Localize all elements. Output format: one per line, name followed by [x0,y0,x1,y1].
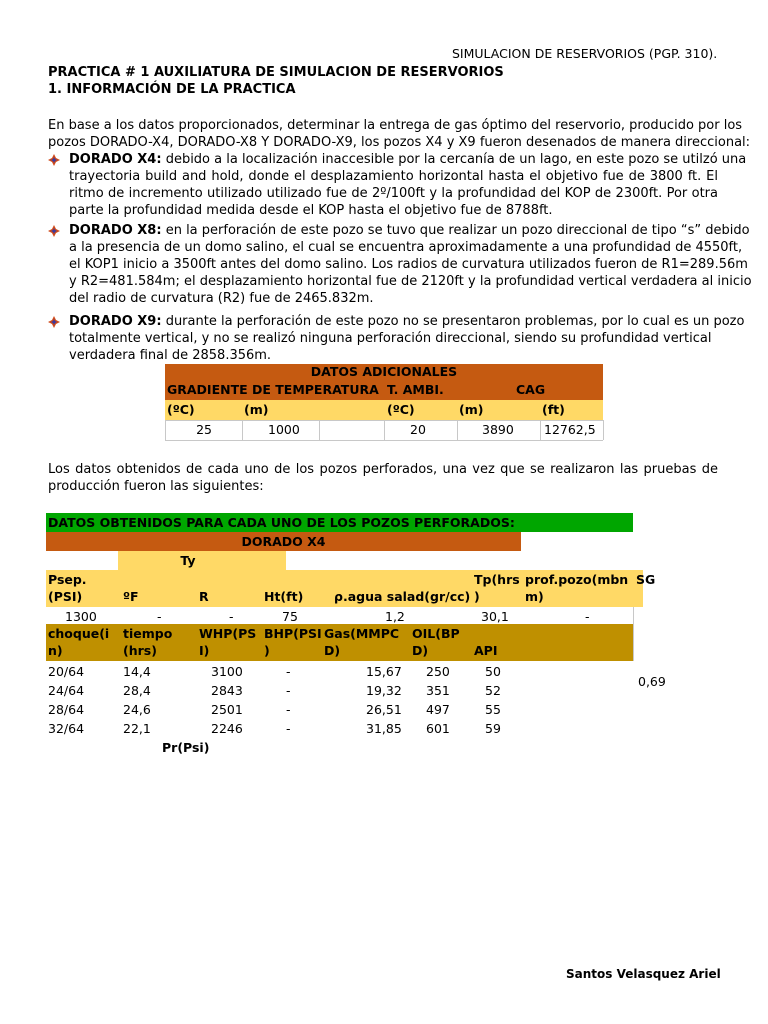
hdr-tp: Tp(hrs [474,572,520,587]
value-cag-ft: 12762,5 [544,422,596,437]
bullet-x4-label: DORADO X4: [69,152,162,167]
production-title: DATOS OBTENIDOS PARA CADA UNO DE LOS POZOS PERFORADOS: [48,515,515,530]
r1-f: - [157,609,162,624]
row-api: 50 [485,664,501,679]
row-choque: 32/64 [48,721,85,736]
datos-adicionales-units-row [165,400,603,420]
hdr-prof-2: m) [525,589,544,604]
arrow-bullet-icon [48,225,60,237]
group-gradiente: GRADIENTE DE TEMPERATURA [167,382,379,397]
row-oil: 250 [426,664,450,679]
row-whp: 2843 [211,683,243,698]
row-api: 52 [485,683,501,698]
bullet-x8-line-5: del radio de curvatura (R2) fue de 2465.832m. [69,291,374,306]
r1-psep: 1300 [65,609,97,624]
pr-label: Pr(Psi) [162,740,210,755]
row-whp: 3100 [211,664,243,679]
document-title: PRACTICA # 1 AUXILIATURA DE SIMULACION DE RESERVORIOS [48,65,504,80]
unit-cag-ft: (ft) [542,402,565,417]
bullet-x8-line-1: DORADO X8: en la perforación de este pozo se tuvo que realizar un pozo direccional de tipo “s” debido [69,223,750,238]
bullet-x4-line-3: ritmo de incremento utilizado utilizado fue de 2º/100ft y la profundidad del KOP de 2300ft. Por otra [69,186,718,201]
r1-rho: 1,2 [385,609,405,624]
bullet-x9-line-3: verdadera final de 2858.356m. [69,348,272,363]
bullet-x4-line-1: DORADO X4: debido a la localización inaccesible por la cercanía de un lago, en este pozo se utilzó una [69,152,747,167]
row-api: 55 [485,702,501,717]
hdr-choque-2: n) [48,643,63,658]
r1-ht: 75 [282,609,298,624]
row-whp: 2501 [211,702,243,717]
hdr-oil: OIL(BP [412,626,460,641]
bullet-x9-line-2: totalmente vertical, y no se realizó ninguna perforación direccional, siendo su profundidad vertical [69,331,712,346]
r1-r: - [229,609,234,624]
hdr-sg: SG [636,572,656,587]
hdr-tiempo-2: (hrs) [123,643,157,658]
row-bhp: - [286,721,291,736]
hdr-tp-2: ) [474,589,480,604]
group-t-ambi: T. AMBI. [387,382,444,397]
intro-line-2: pozos DORADO-X4, DORADO-X8 Y DORADO-X9, los pozos X4 y X9 fueron desenados de manera direccional: [48,135,751,150]
author-name: Santos Velasquez Ariel [566,967,721,981]
hdr-gas: Gas(MMPC [324,626,400,641]
bullet-x8-label: DORADO X8: [69,223,162,238]
hdr-whp-2: I) [199,643,210,658]
bullet-x4-line-2: trayectoria build and hold, donde el desplazamiento horizontal hasta el objetivo fue de 3800 ft. El [69,169,718,184]
hdr-prof: prof.pozo(mbn [525,572,629,587]
hdr-tiempo: tiempo [123,626,173,641]
hdr-bhp-2: ) [264,643,270,658]
arrow-bullet-icon [48,154,60,166]
row-bhp: - [286,664,291,679]
hdr-f: ºF [123,589,139,604]
row-tiempo: 14,4 [123,664,151,679]
hdr-api: API [474,643,498,658]
row-gas: 19,32 [366,683,402,698]
row-bhp: - [286,702,291,717]
value-grad-c: 25 [196,422,212,437]
bullet-x9-line-1: DORADO X9: durante la perforación de este pozo no se presentaron problemas, por lo cual es un pozo [69,314,745,329]
r1-prof: - [585,609,590,624]
bullet-x8-line-4: y R2=481.584m; el desplazamiento horizontal fue de 2120ft y la profundidad vertical verdadera al inicio [69,274,752,289]
unit-grad-m: (m) [244,402,269,417]
value-tambi-c: 20 [410,422,426,437]
row-choque: 28/64 [48,702,85,717]
row-choque: 24/64 [48,683,85,698]
hdr-bhp: BHP(PSI [264,626,322,641]
row-gas: 31,85 [366,721,402,736]
intro-line-1: En base a los datos proporcionados, determinar la entrega de gas óptimo del reservorio, producido por los [48,118,743,133]
hdr-choque: choque(i [48,626,110,641]
section-heading: 1. INFORMACIÓN DE LA PRACTICA [48,82,296,97]
sg-value: 0,69 [638,674,666,689]
group-cag: CAG [516,382,546,397]
hdr-ht: Ht(ft) [264,589,304,604]
hdr-psep: Psep. [48,572,87,587]
row-oil: 497 [426,702,450,717]
value-cag-m: 3890 [482,422,514,437]
paragraph2-line-2: producción fueron las siguientes: [48,479,264,494]
hdr-gas-2: D) [324,643,341,658]
row-api: 59 [485,721,501,736]
row-whp: 2246 [211,721,243,736]
arrow-bullet-icon [48,316,60,328]
bullet-x8-line-3: el KOP1 inicio a 3500ft antes del domo salino. Los radios de curvatura utilizados fueron de R1=289.56m [69,257,748,272]
datos-adicionales-title: DATOS ADICIONALES [310,364,458,379]
row-oil: 601 [426,721,450,736]
row-tiempo: 28,4 [123,683,151,698]
well-name: DORADO X4 [241,534,326,549]
course-header: SIMULACION DE RESERVORIOS (PGP. 310). [452,46,718,61]
row-choque: 20/64 [48,664,85,679]
hdr-psep-unit: (PSI) [48,589,83,604]
unit-cag-m: (m) [459,402,484,417]
row-bhp: - [286,683,291,698]
r1-tp: 30,1 [481,609,509,624]
hdr-r: R [199,589,209,604]
bullet-x4-line-4: parte la profundidad medida desde el KOP hasta el objetivo fue de 8788ft. [69,203,553,218]
bullet-x9-label: DORADO X9: [69,314,162,329]
row-gas: 15,67 [366,664,402,679]
paragraph2-line-1: Los datos obtenidos de cada uno de los pozos perforados, una vez que se realizaron las pruebas de [48,462,718,477]
row-oil: 351 [426,683,450,698]
hdr-oil-2: D) [412,643,429,658]
bullet-x8-line-2: a la presencia de un domo salino, el cual se encuentra aproximadamente a una profundidad de 4550ft, [69,240,743,255]
unit-tambi-c: (ºC) [387,402,415,417]
row-tiempo: 24,6 [123,702,151,717]
unit-grad-c: (ºC) [167,402,195,417]
row-gas: 26,51 [366,702,402,717]
value-grad-m: 1000 [268,422,300,437]
row-tiempo: 22,1 [123,721,151,736]
hdr-rho: ρ.agua salad(gr/cc) [334,589,471,604]
ty-label: Ty [180,553,196,568]
hdr-whp: WHP(PS [199,626,257,641]
